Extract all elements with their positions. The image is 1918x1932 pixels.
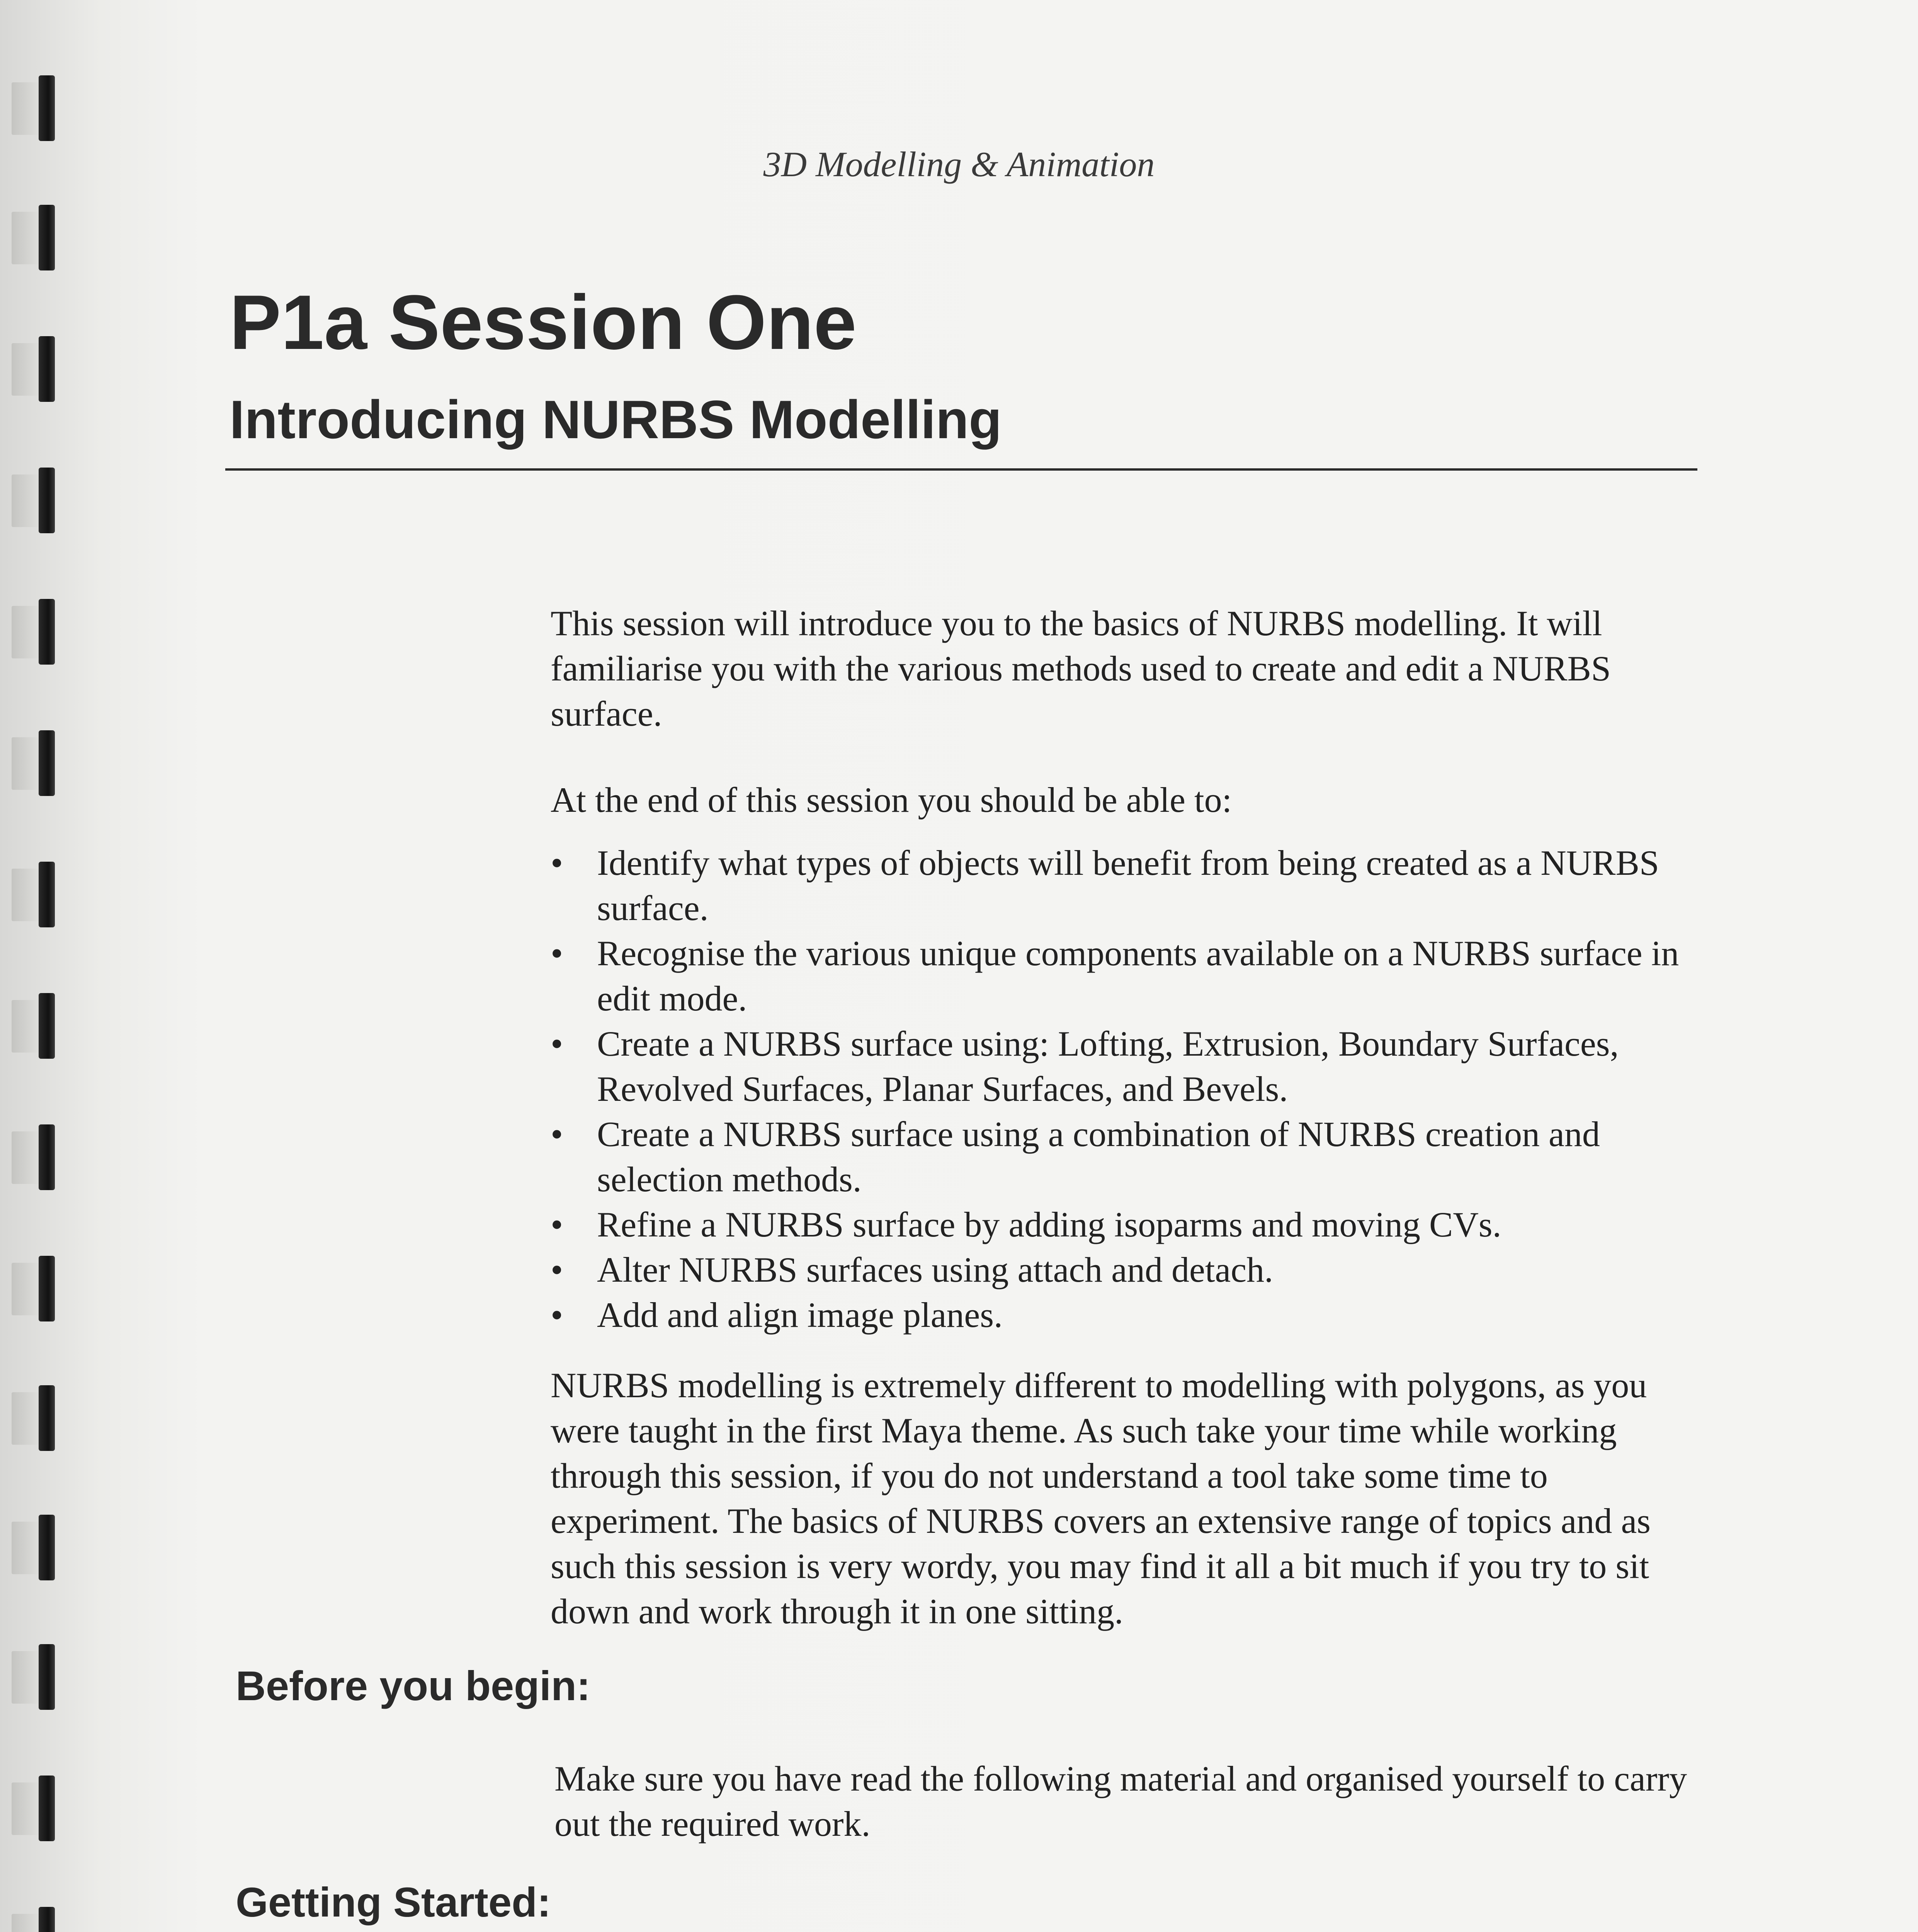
bullet-icon: • [551,843,563,883]
intro-text: This session will introduce you to the basics of NURBS modelling. It will familiarise you with the various methods used to create and edit a NURBS surface. [551,604,1611,733]
heading-before-you-begin: Before you begin: [236,1662,591,1709]
title-divider [225,468,1697,471]
binding-ring [12,336,66,402]
list-item: • Add and align image planes. [551,1293,1710,1338]
binding-ring [12,75,66,141]
binding-ring [12,468,66,533]
binding-ring [12,1907,66,1932]
running-header: 3D Modelling & Animation [763,145,1155,184]
bullet-icon: • [551,1250,563,1289]
list-item: • Identify what types of objects will benefit from being created as a NURBS surface. [551,840,1710,931]
binding-ring [12,993,66,1059]
objectives-lead [551,777,1710,823]
bullet-icon: • [551,1024,563,1063]
before-you-begin-paragraph [554,1756,1714,1847]
bullet-icon: • [551,1295,563,1335]
binding-ring [12,1776,66,1841]
binding-ring [12,599,66,665]
binding-ring [12,1124,66,1190]
binding-ring [12,1256,66,1321]
heading-getting-started: Getting Started: [236,1879,551,1925]
objectives-list [551,840,1710,1338]
before-you-begin-text: Make sure you have read the following material and organised yourself to carry out the required work. [554,1759,1687,1844]
list-item: • Recognise the various unique components available on a NURBS surface in edit mode. [551,931,1710,1021]
nurbs-vs-polygon-paragraph [551,1363,1710,1634]
page-subtitle: Introducing NURBS Modelling [230,389,1002,450]
bullet-icon: • [551,1205,563,1244]
binding-ring [12,1515,66,1580]
page-title: P1a Session One [230,279,857,366]
nurbs-vs-polygon-text: NURBS modelling is extremely different to modelling with polygons, as you were taught in the first Maya theme. As such take your time while working through this session, if you do not understand a tool take some time to experiment. The basics of NURBS covers an extensive range of topics and as such this session is very wordy, you may find it all a bit much if you try to sit down and work through it in one sitting. [551,1366,1651,1631]
list-item: • Create a NURBS surface using: Lofting, Extrusion, Boundary Surfaces, Revolved Surfaces, Planar Surfaces, and Bevels. [551,1021,1710,1112]
binding-ring [12,730,66,796]
objectives-lead-text: At the end of this session you should be able to: [551,780,1232,820]
binding-ring [12,1644,66,1710]
list-item: • Refine a NURBS surface by adding isoparms and moving CVs. [551,1202,1710,1247]
binding-ring [12,862,66,927]
binding-ring [12,205,66,270]
bullet-icon: • [551,934,563,973]
bullet-icon: • [551,1114,563,1154]
intro-paragraph [551,601,1710,736]
list-item: • Alter NURBS surfaces using attach and detach. [551,1247,1710,1293]
list-item: • Create a NURBS surface using a combination of NURBS creation and selection methods. [551,1112,1710,1202]
binding-ring [12,1385,66,1451]
